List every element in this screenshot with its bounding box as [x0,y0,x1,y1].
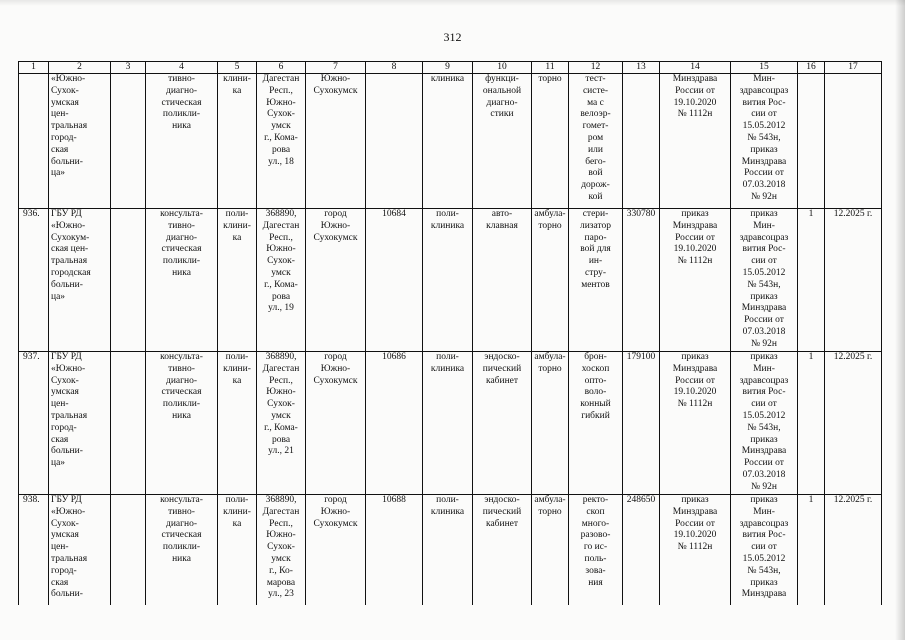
quantity: 1 [798,495,825,606]
unit: поли- клиника [423,495,473,606]
column-header: 7 [306,62,366,74]
care-mode: торно [532,74,569,209]
unit: клиника [423,74,473,209]
code: 10688 [366,495,423,606]
deadline-date [825,74,882,209]
row-number: 936. [19,209,49,352]
table-row [19,352,882,495]
empty-cell [111,74,146,209]
department: эндоско- пический кабинет [473,495,532,606]
price: 330780 [623,209,660,352]
code [366,74,423,209]
address: 368890, Дагестан Респ., Южно- Сухок- умск г., Ко- марова ул., 23 [257,495,306,606]
facility-kind: клини- ка [218,74,257,209]
order-reference-standards: приказ Мин- здравсоцраз вития Рос- сии от 15.05.2012 № 543н, приказ Минздрава России от 07.03.2018 № 92н [731,209,798,352]
deadline-date: 12.2025 г. [825,209,882,352]
column-header: 10 [473,62,532,74]
table-row [19,74,882,209]
address: Дагестан Респ., Южно- Сухок- умск г., Кома- рова ул., 18 [257,74,306,209]
column-header: 6 [257,62,306,74]
column-header: 5 [218,62,257,74]
column-header: 1 [19,62,49,74]
city: город Южно- Сухокумск [306,209,366,352]
institution-type: консульта- тивно- диагно- стическая поликли- ника [146,209,218,352]
order-reference: приказ Минздрава России от 19.10.2020 № 1112н [660,352,731,495]
institution-name: «Южно- Сухок- умская цен- тральная город- ская больни- ца» [49,74,111,209]
column-header: 15 [731,62,798,74]
equipment-name: тест- систе- ма с велоэр- гомет- ром или бего- вой дорож- кой [569,74,623,209]
empty-cell [111,352,146,495]
column-header: 3 [111,62,146,74]
institution-type: тивно- диагно- стическая поликли- ника [146,74,218,209]
code: 10684 [366,209,423,352]
deadline-date: 12.2025 г. [825,352,882,495]
institution-name: ГБУ РД «Южно- Сухок- умская цен- тральная город- ская больни- ца» [49,352,111,495]
institution-name: ГБУ РД «Южно- Сухокум- ская цен- тральная городская больни- ца» [49,209,111,352]
department: авто- клавная [473,209,532,352]
city: город Южно- Сухокумск [306,495,366,606]
row-number: 938. [19,495,49,606]
column-header: 9 [423,62,473,74]
row-number [19,74,49,209]
department: эндоско- пический кабинет [473,352,532,495]
order-reference: приказ Минздрава России от 19.10.2020 № 1112н [660,495,731,606]
column-header: 16 [798,62,825,74]
order-reference: приказ Минздрава России от 19.10.2020 № 1112н [660,209,731,352]
page-number: 312 [443,30,462,44]
unit: поли- клиника [423,352,473,495]
care-mode: амбула- торно [532,352,569,495]
column-header: 8 [366,62,423,74]
quantity [798,74,825,209]
city: Южно- Сухокумск [306,74,366,209]
institution-type: консульта- тивно- диагно- стическая поликли- ника [146,495,218,606]
unit: поли- клиника [423,209,473,352]
price [623,74,660,209]
price: 179100 [623,352,660,495]
table-row [19,209,882,352]
institution-name: ГБУ РД «Южно- Сухок- умская цен- тральная город- ская больни- [49,495,111,606]
column-header: 4 [146,62,218,74]
table-row [19,495,882,606]
code: 10686 [366,352,423,495]
address: 368890, Дагестан Респ., Южно- Сухок- умск г., Кома- рова ул., 21 [257,352,306,495]
equipment-name: ректо- скоп много- разово- го ис- поль- зова- ния [569,495,623,606]
header-row [19,62,882,74]
column-header: 14 [660,62,731,74]
scan-shadow-right [895,0,905,640]
equipment-name: брон- хоскоп опто- воло- конный гибкий [569,352,623,495]
order-reference: Минздрава России от 19.10.2020 № 1112н [660,74,731,209]
equipment-table [18,61,882,605]
empty-cell [111,209,146,352]
column-header: 2 [49,62,111,74]
scan-shadow-top [0,0,905,6]
care-mode: амбула- торно [532,209,569,352]
order-reference-standards: приказ Мин- здравсоцраз вития Рос- сии от 15.05.2012 № 543н, приказ Минздрава России от 07.03.2018 № 92н [731,352,798,495]
institution-type: консульта- тивно- диагно- стическая поликли- ника [146,352,218,495]
column-header: 11 [532,62,569,74]
facility-kind: поли- клини- ка [218,209,257,352]
facility-kind: поли- клини- ка [218,352,257,495]
city: город Южно- Сухокумск [306,352,366,495]
column-header: 13 [623,62,660,74]
order-reference-standards: Мин- здравсоцраз вития Рос- сии от 15.05.2012 № 543н, приказ Минздрава России от 07.03.2018 № 92н [731,74,798,209]
column-header: 12 [569,62,623,74]
address: 368890, Дагестан Респ., Южно- Сухок- умск г., Кома- рова ул., 19 [257,209,306,352]
deadline-date: 12.2025 г. [825,495,882,606]
care-mode: амбула- торно [532,495,569,606]
empty-cell [111,495,146,606]
department: функци- ональной диагно- стики [473,74,532,209]
price: 248650 [623,495,660,606]
quantity: 1 [798,352,825,495]
row-number: 937. [19,352,49,495]
column-header: 17 [825,62,882,74]
quantity: 1 [798,209,825,352]
order-reference-standards: приказ Мин- здравсоцраз вития Рос- сии от 15.05.2012 № 543н, приказ Минздрава [731,495,798,606]
facility-kind: поли- клини- ка [218,495,257,606]
equipment-name: стери- лизатор паро- вой для ин- стру- ментов [569,209,623,352]
